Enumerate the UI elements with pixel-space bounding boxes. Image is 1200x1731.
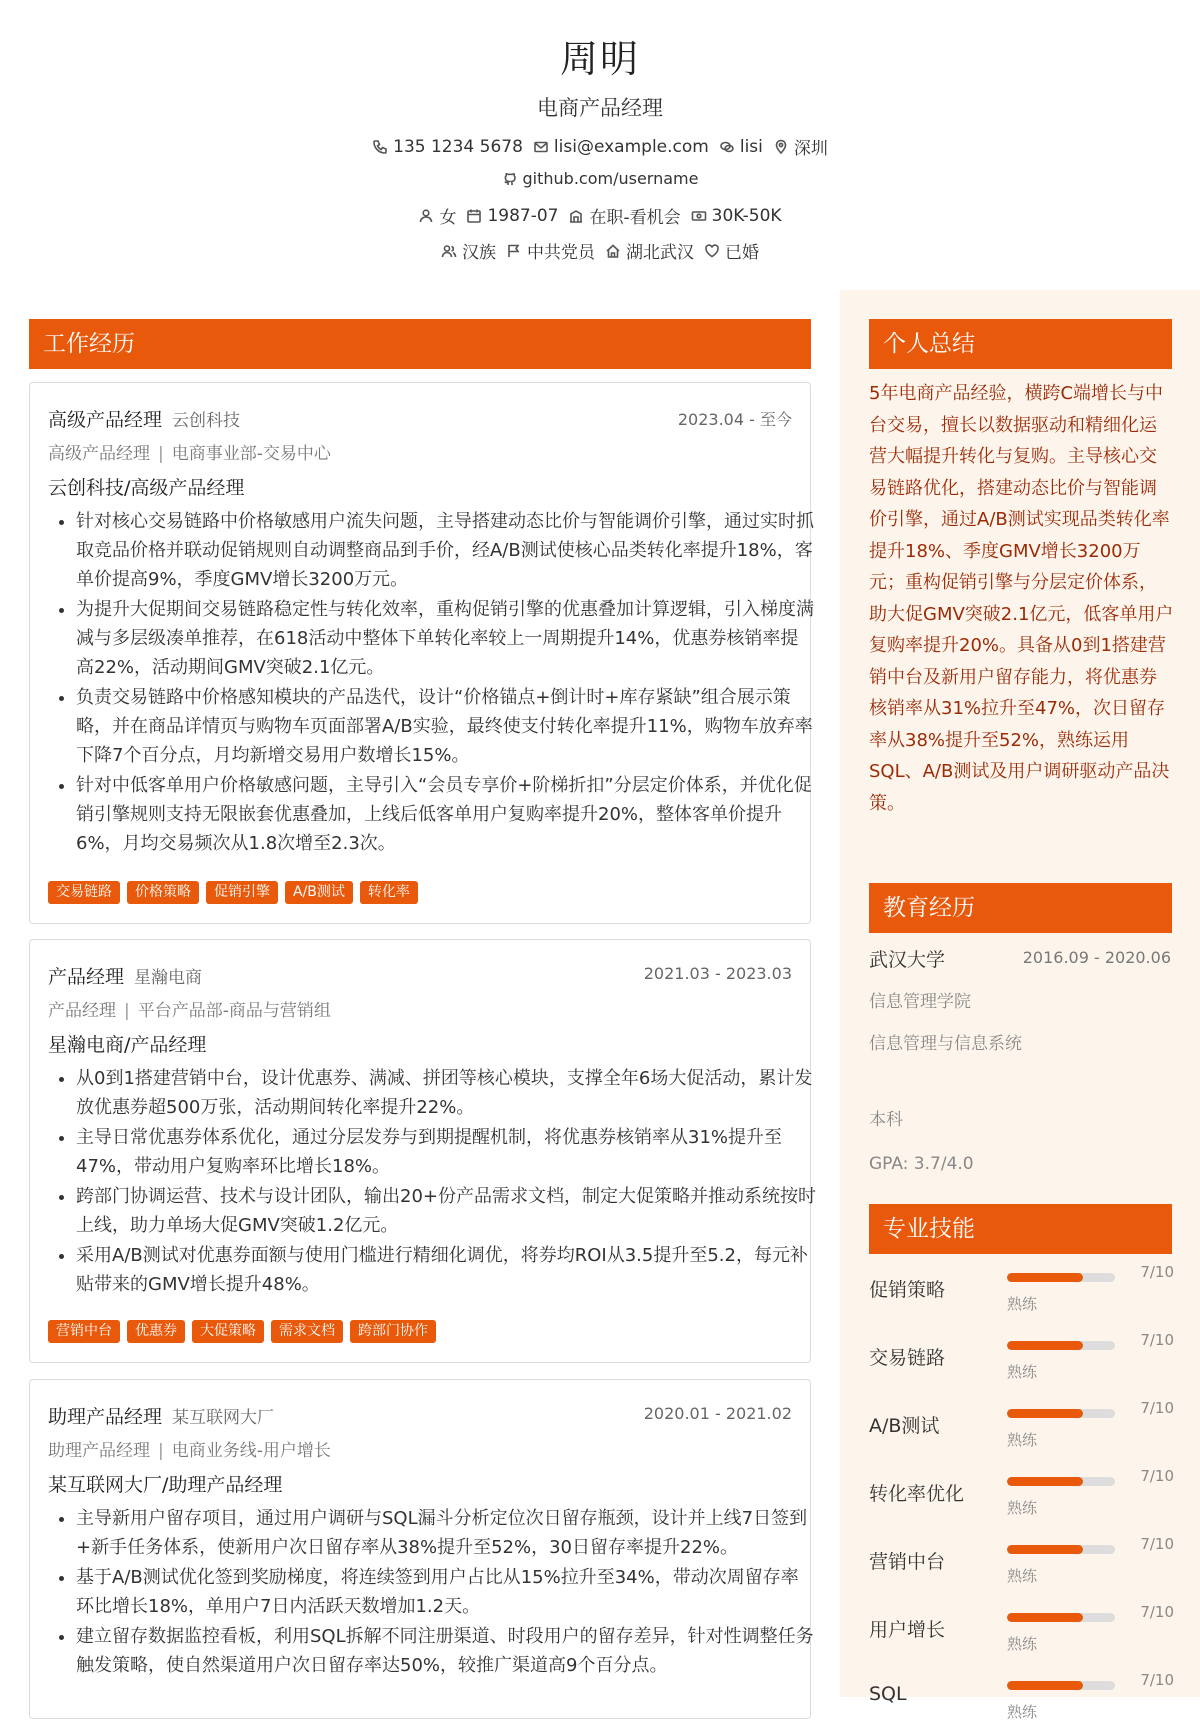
- work-bullet: • 针对中低客单用户价格敏感问题，主导引入“会员专享价+阶梯折扣”分层定价体系，并优化促销引擎规则支持无限嵌套优惠叠加，上线后低客单用户复购率提升20%，整体客单价提升6%，月均交易频次从1.8次增至2.3次。: [76, 771, 816, 858]
- gender-item: [418, 203, 456, 228]
- building-icon: [568, 208, 584, 224]
- skill-tag: A/B测试: [285, 881, 353, 904]
- skill-tag: 交易链路: [48, 881, 120, 904]
- skill-fill: [1007, 1681, 1083, 1690]
- work-role-line: 云创科技/高级产品经理: [48, 477, 245, 499]
- background-row: [0, 238, 1200, 263]
- salary-item: [691, 203, 782, 228]
- company-text: 云创科技: [172, 411, 241, 431]
- user-icon: [418, 208, 434, 224]
- work-date: 2020.01 - 2021.02: [643, 1404, 792, 1423]
- heart-icon: [704, 243, 720, 259]
- skill-tag: 价格策略: [127, 881, 199, 904]
- work-section-header: 工作经历: [29, 319, 811, 369]
- city-text: 深圳: [793, 139, 828, 159]
- skill-level: 熟练: [1007, 1295, 1038, 1313]
- work-bullet: • 从0到1搭建营销中台，设计优惠券、满减、拼团等核心模块，支撑全年6场大促活动，累计发放优惠券超500万张，活动期间转化率提升22%。: [76, 1064, 816, 1122]
- skill-tags: [48, 881, 418, 904]
- github-text: github.com/username: [522, 169, 699, 188]
- skill-score: 7/10: [1140, 1671, 1174, 1689]
- skill-tag: 优惠券: [127, 1320, 185, 1343]
- work-bullet: • 基于A/B测试优化签到奖励梯度，将连续签到用户占比从15%拉升至34%，带动次周留存率环比增长18%，单用户7日内活跃天数增加1.2天。: [76, 1563, 816, 1621]
- work-position: [48, 405, 240, 432]
- work-position: [48, 962, 202, 989]
- work-position: [48, 1402, 274, 1429]
- skill-item: [869, 1263, 1174, 1323]
- position-text: 助理产品经理: [48, 1406, 163, 1428]
- resume-header: [0, 0, 1200, 290]
- work-card: [29, 939, 816, 1363]
- company-text: 某互联网大厂: [172, 1408, 275, 1428]
- work-bullet: • 为提升大促期间交易链路稳定性与转化效率，重构促销引擎的优惠叠加计算逻辑，引入梯度满减与多层级凑单推荐，在618活动中整体下单转化率较上一周期提升14%，优惠券核销率提高22%，活动期间GMV突破2.1亿元。: [76, 595, 816, 682]
- github-row: [0, 169, 1200, 188]
- wechat-item[interactable]: [719, 134, 763, 159]
- location-pin-icon: [773, 139, 789, 155]
- phone-item[interactable]: [372, 134, 523, 159]
- skill-item: [869, 1331, 1174, 1391]
- position-text: 产品经理: [48, 966, 125, 988]
- skill-name: 营销中台: [869, 1551, 946, 1573]
- work-bullet: • 主导日常优惠券体系优化，通过分层发券与到期提醒机制，将优惠券核销率从31%提升至47%，带动用户复购率环比增长18%。: [76, 1123, 816, 1181]
- github-icon: [502, 171, 518, 187]
- skill-bar: [1007, 1477, 1115, 1486]
- email-item[interactable]: [533, 134, 709, 159]
- chat-icon: [719, 139, 735, 155]
- skill-name: 用户增长: [869, 1619, 946, 1641]
- sub-role-text: 产品经理: [48, 1001, 116, 1021]
- skill-name: 转化率优化: [869, 1483, 965, 1505]
- work-bullets: [48, 1504, 816, 1681]
- work-department: 助理产品经理 | 电商业务线-用户增长: [48, 1441, 331, 1461]
- skill-tag: 营销中台: [48, 1320, 120, 1343]
- work-date: 2023.04 - 至今: [677, 410, 792, 429]
- work-card: [29, 382, 814, 924]
- work-bullet: • 跨部门协调运营、技术与设计团队，输出20+份产品需求文档，制定大促策略并推动系统按时上线，助力单场大促GMV突破1.2亿元。: [76, 1182, 816, 1240]
- skills-section-header: 专业技能: [869, 1204, 1172, 1254]
- skill-tag: 跨部门协作: [350, 1320, 436, 1343]
- status-text: 在职-看机会: [589, 208, 681, 228]
- work-bullet: • 采用A/B测试对优惠券面额与使用门槛进行精细化调优，将券均ROI从3.5提升至5.2，每元补贴带来的GMV增长提升48%。: [76, 1241, 816, 1299]
- work-department: 产品经理 | 平台产品部-商品与营销组: [48, 1001, 331, 1021]
- edu-gpa: GPA: 3.7/4.0: [869, 1154, 974, 1174]
- politics-item: [506, 238, 595, 263]
- skill-score: 7/10: [1140, 1535, 1174, 1553]
- skill-bar: [1007, 1341, 1115, 1350]
- work-card: [29, 1379, 814, 1719]
- work-role-line: 星瀚电商/产品经理: [48, 1034, 207, 1056]
- work-bullets: [48, 1064, 816, 1300]
- politics-text: 中共党员: [527, 243, 595, 263]
- work-bullet: • 针对核心交易链路中价格敏感用户流失问题，主导搭建动态比价与智能调价引擎，通过实时抓取竞品价格并联动促销规则自动调整商品到手价，经A/B测试使核心品类转化率提升18%，客单价提高9%，季度GMV增长3200万元。: [76, 507, 816, 594]
- skill-fill: [1007, 1409, 1083, 1418]
- money-icon: [691, 208, 707, 224]
- skill-bar: [1007, 1545, 1115, 1554]
- skill-fill: [1007, 1613, 1083, 1622]
- skill-level: 熟练: [1007, 1703, 1038, 1721]
- skill-score: 7/10: [1140, 1263, 1174, 1281]
- skill-score: 7/10: [1140, 1603, 1174, 1621]
- skill-tag: 需求文档: [271, 1320, 343, 1343]
- edu-college: 信息管理学院: [869, 992, 971, 1012]
- skill-tag: 促销引擎: [206, 881, 278, 904]
- skill-level: 熟练: [1007, 1567, 1038, 1585]
- position-text: 高级产品经理: [48, 409, 163, 431]
- salary-text: 30K-50K: [711, 205, 782, 226]
- education-section-header: 教育经历: [869, 883, 1172, 933]
- github-item[interactable]: [502, 169, 699, 188]
- skill-item: [869, 1535, 1174, 1595]
- marital-text: 已婚: [725, 243, 759, 263]
- work-bullet: • 主导新用户留存项目，通过用户调研与SQL漏斗分析定位次日留存瓶颈，设计并上线7日签到+新手任务体系，使新用户次日留存率从38%提升至52%，30日留存率提升22%。: [76, 1504, 816, 1562]
- department-text: 平台产品部-商品与营销组: [137, 1001, 331, 1021]
- ethnicity-text: 汉族: [462, 243, 496, 263]
- skill-tag: 大促策略: [192, 1320, 264, 1343]
- skill-fill: [1007, 1545, 1083, 1554]
- skill-level: 熟练: [1007, 1363, 1038, 1381]
- gender-text: 女: [439, 208, 457, 228]
- skill-bar: [1007, 1273, 1115, 1282]
- work-bullet: • 建立留存数据监控看板，利用SQL拆解不同注册渠道、时段用户的留存差异，针对性调整任务触发策略，使自然渠道用户次日留存率达50%，较推广渠道高9个百分点。: [76, 1622, 816, 1680]
- hometown-text: 湖北武汉: [626, 243, 694, 263]
- email-text: lisi@example.com: [553, 136, 709, 157]
- city-item: [773, 134, 828, 159]
- work-role-line: 某互联网大厂/助理产品经理: [48, 1474, 283, 1496]
- edu-degree: 本科: [869, 1110, 903, 1130]
- edu-major: 信息管理与信息系统: [869, 1034, 1022, 1054]
- skill-level: 熟练: [1007, 1499, 1038, 1517]
- skill-score: 7/10: [1140, 1467, 1174, 1485]
- mail-icon: [533, 139, 549, 155]
- skill-name: A/B测试: [869, 1415, 940, 1437]
- company-text: 星瀚电商: [134, 968, 203, 988]
- candidate-name: 周明: [559, 37, 640, 81]
- skill-tags: [48, 1320, 436, 1343]
- department-text: 电商事业部-交易中心: [171, 444, 331, 464]
- skill-name: 交易链路: [869, 1347, 946, 1369]
- skill-score: 7/10: [1140, 1399, 1174, 1417]
- candidate-title: 电商产品经理: [537, 96, 663, 120]
- summary-section-header: 个人总结: [869, 319, 1172, 369]
- skill-tag: 转化率: [360, 881, 418, 904]
- edu-date: 2016.09 - 2020.06: [1022, 948, 1171, 967]
- skill-item: [869, 1671, 1174, 1731]
- flag-icon: [506, 243, 522, 259]
- work-date: 2021.03 - 2023.03: [643, 964, 792, 983]
- edu-school: 武汉大学: [869, 949, 946, 971]
- birth-item: [466, 203, 558, 228]
- sub-role-text: 高级产品经理: [48, 444, 150, 464]
- marital-item: [704, 238, 759, 263]
- skill-item: [869, 1603, 1174, 1663]
- work-bullets: [48, 507, 816, 859]
- phone-text: 135 1234 5678: [393, 136, 523, 157]
- skill-fill: [1007, 1273, 1083, 1282]
- sub-role-text: 助理产品经理: [48, 1441, 150, 1461]
- status-item: [568, 203, 680, 228]
- birth-text: 1987-07: [487, 205, 559, 226]
- skill-item: [869, 1467, 1174, 1527]
- skill-name: 促销策略: [869, 1279, 946, 1301]
- skill-bar: [1007, 1681, 1115, 1690]
- summary-text: 5年电商产品经验，横跨C端增长与中台交易，擅长以数据驱动和精细化运营大幅提升转化与复购。主导核心交易链路优化，搭建动态比价与智能调价引擎，通过A/B测试实现品类转化率提升18%、季度GMV增长3200万元；重构促销引擎与分层定价体系，助大促GMV突破2.1亿元，低客单用户复购率提升20%。具备从0到1搭建营销中台及新用户留存能力，将优惠券核销率从31%拉升至47%，次日留存率从38%提升至52%，熟练运用SQL、A/B测试及用户调研驱动产品决策。: [869, 383, 1174, 814]
- personal-row: [0, 203, 1200, 228]
- skill-score: 7/10: [1140, 1331, 1174, 1349]
- department-text: 电商业务线-用户增长: [171, 1441, 331, 1461]
- skill-level: 熟练: [1007, 1635, 1038, 1653]
- skill-item: [869, 1399, 1174, 1459]
- wechat-text: lisi: [739, 136, 763, 157]
- hometown-item: [605, 238, 694, 263]
- skill-bar: [1007, 1613, 1115, 1622]
- skill-fill: [1007, 1477, 1083, 1486]
- users-icon: [441, 243, 457, 259]
- calendar-icon: [466, 208, 482, 224]
- work-department: 高级产品经理 | 电商事业部-交易中心: [48, 444, 331, 464]
- home-icon: [605, 243, 621, 259]
- phone-icon: [372, 139, 388, 155]
- skill-fill: [1007, 1341, 1083, 1350]
- skill-bar: [1007, 1409, 1115, 1418]
- skill-level: 熟练: [1007, 1431, 1038, 1449]
- work-bullet: • 负责交易链路中价格感知模块的产品迭代，设计“价格锚点+倒计时+库存紧缺”组合展示策略，并在商品详情页与购物车页面部署A/B实验，最终使支付转化率提升11%，购物车放弃率下降7个百分点，月均新增交易用户数增长15%。: [76, 683, 816, 770]
- skill-name: SQL: [869, 1683, 907, 1705]
- contact-row: [0, 134, 1200, 159]
- ethnicity-item: [441, 238, 496, 263]
